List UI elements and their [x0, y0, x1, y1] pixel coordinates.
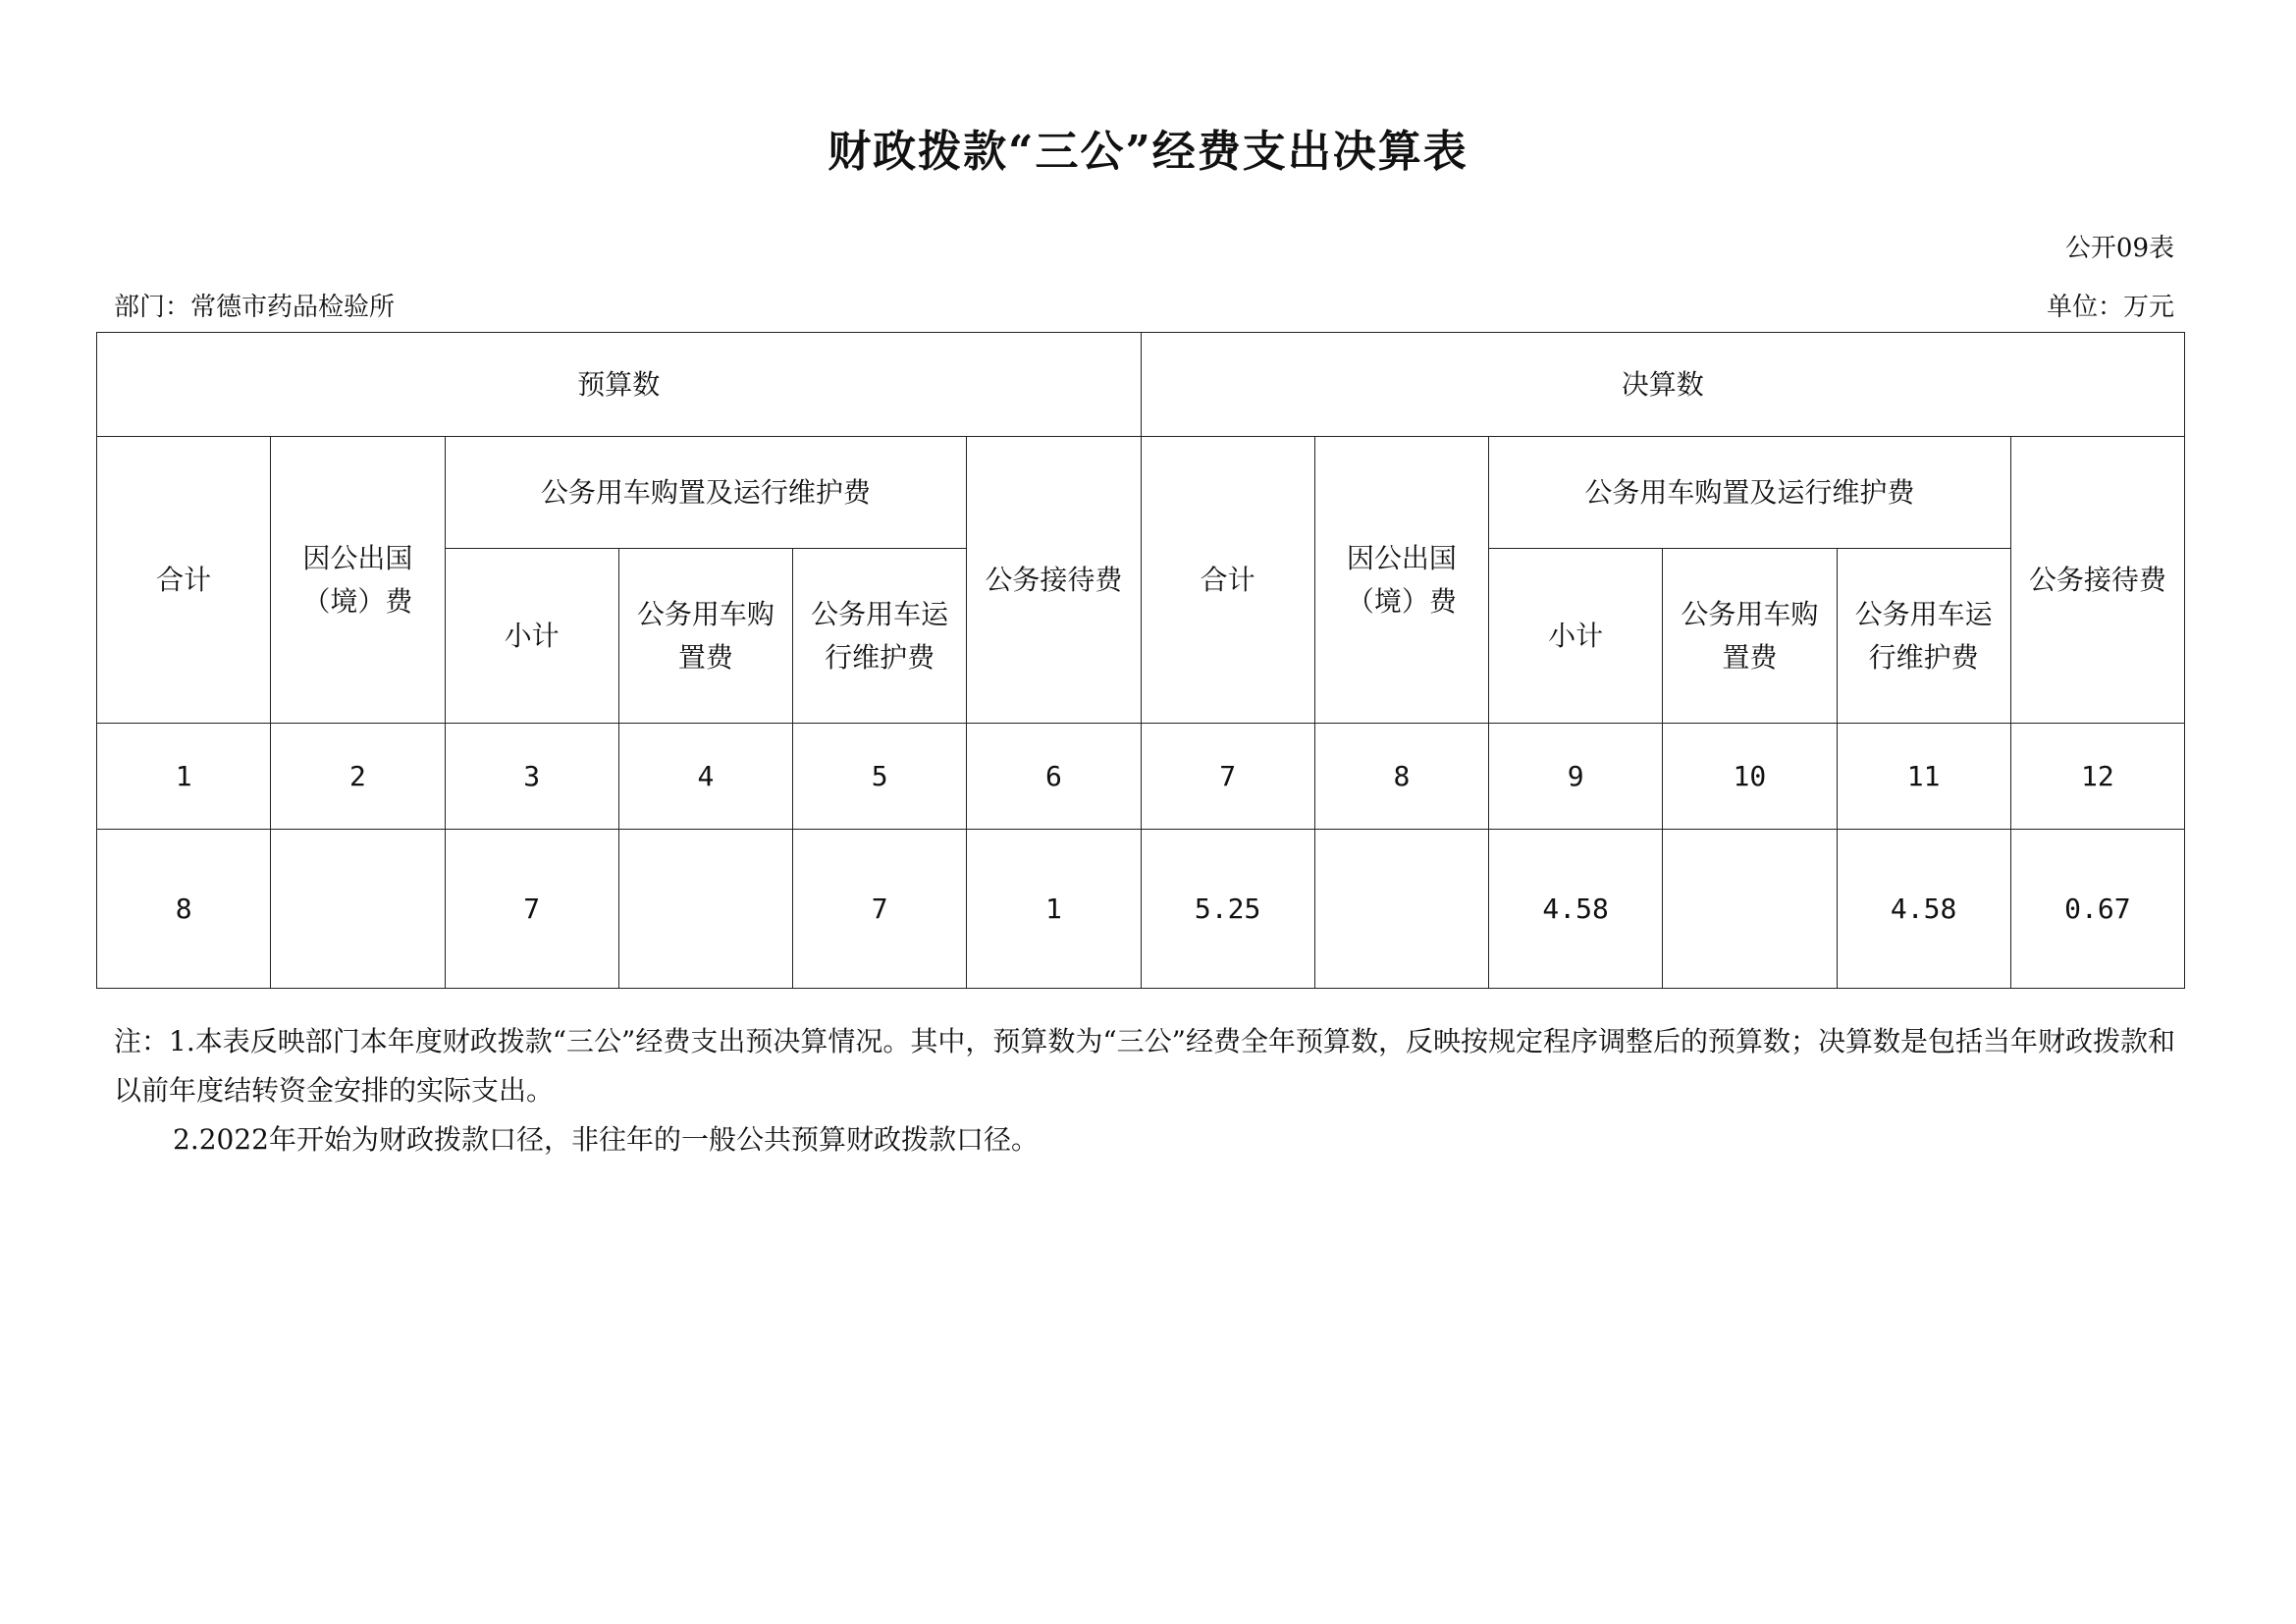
form-number: 公开09表 [2064, 234, 2174, 263]
column-number-cell: 6 [967, 724, 1141, 830]
final-vehicle-operation-header: 公务用车运行维护费 [1837, 549, 2010, 724]
value-cell: 1 [967, 830, 1141, 989]
value-cell: 4.58 [1489, 830, 1663, 989]
unit-label: 单位：万元 [2046, 293, 2174, 322]
column-number-cell: 1 [97, 724, 271, 830]
final-subtotal-header: 小计 [1489, 549, 1663, 724]
column-number-cell: 8 [1314, 724, 1488, 830]
header-row-1 [97, 437, 2185, 549]
budget-reception-header: 公务接待费 [967, 437, 1141, 724]
final-total-header: 合计 [1141, 437, 1314, 724]
column-number-cell: 9 [1489, 724, 1663, 830]
column-number-cell: 3 [445, 724, 618, 830]
final-vehicle-group-header: 公务用车购置及运行维护费 [1489, 437, 2011, 549]
value-row [97, 830, 2185, 989]
department-label: 部门：常德市药品检验所 [114, 293, 396, 322]
value-cell: 0.67 [2010, 830, 2184, 989]
budget-subtotal-header: 小计 [445, 549, 618, 724]
budget-abroad-header: 因公出国（境）费 [271, 437, 445, 724]
value-cell: 7 [793, 830, 967, 989]
column-number-cell: 5 [793, 724, 967, 830]
value-cell: 7 [445, 830, 618, 989]
value-cell: 8 [97, 830, 271, 989]
group-header-row [97, 333, 2185, 437]
note-2: 2.2022年开始为财政拨款口径，非往年的一般公共预算财政拨款口径。 [173, 1123, 1039, 1156]
value-cell: 4.58 [1837, 830, 2010, 989]
budget-vehicle-group-header: 公务用车购置及运行维护费 [445, 437, 967, 549]
budget-vehicle-purchase-header: 公务用车购置费 [618, 549, 792, 724]
final-abroad-header: 因公出国（境）费 [1314, 437, 1488, 724]
three-public-expenses-table [96, 332, 2185, 989]
budget-vehicle-operation-header: 公务用车运行维护费 [793, 549, 967, 724]
column-number-cell: 11 [1837, 724, 2010, 830]
column-number-cell: 2 [271, 724, 445, 830]
page-title: 财政拨款“三公”经费支出决算表 [828, 127, 1468, 177]
value-cell [618, 830, 792, 989]
value-cell [1663, 830, 1837, 989]
column-number-cell: 10 [1663, 724, 1837, 830]
column-number-cell: 4 [618, 724, 792, 830]
notes-block [114, 1017, 2175, 1164]
value-cell [271, 830, 445, 989]
column-number-cell: 12 [2010, 724, 2184, 830]
column-number-row [97, 724, 2185, 830]
budget-group-header: 预算数 [97, 333, 1142, 437]
final-vehicle-purchase-header: 公务用车购置费 [1663, 549, 1837, 724]
note-1: 注：1.本表反映部门本年度财政拨款“三公”经费支出预决算情况。其中，预算数为“三公”经费全年预算数，反映按规定程序调整后的预算数；决算数是包括当年财政拨款和以前年度结转资金安排的实际支出。 [114, 1025, 2175, 1107]
final-reception-header: 公务接待费 [2010, 437, 2184, 724]
value-cell: 5.25 [1141, 830, 1314, 989]
value-cell [1314, 830, 1488, 989]
budget-total-header: 合计 [97, 437, 271, 724]
final-group-header: 决算数 [1141, 333, 2185, 437]
column-number-cell: 7 [1141, 724, 1314, 830]
